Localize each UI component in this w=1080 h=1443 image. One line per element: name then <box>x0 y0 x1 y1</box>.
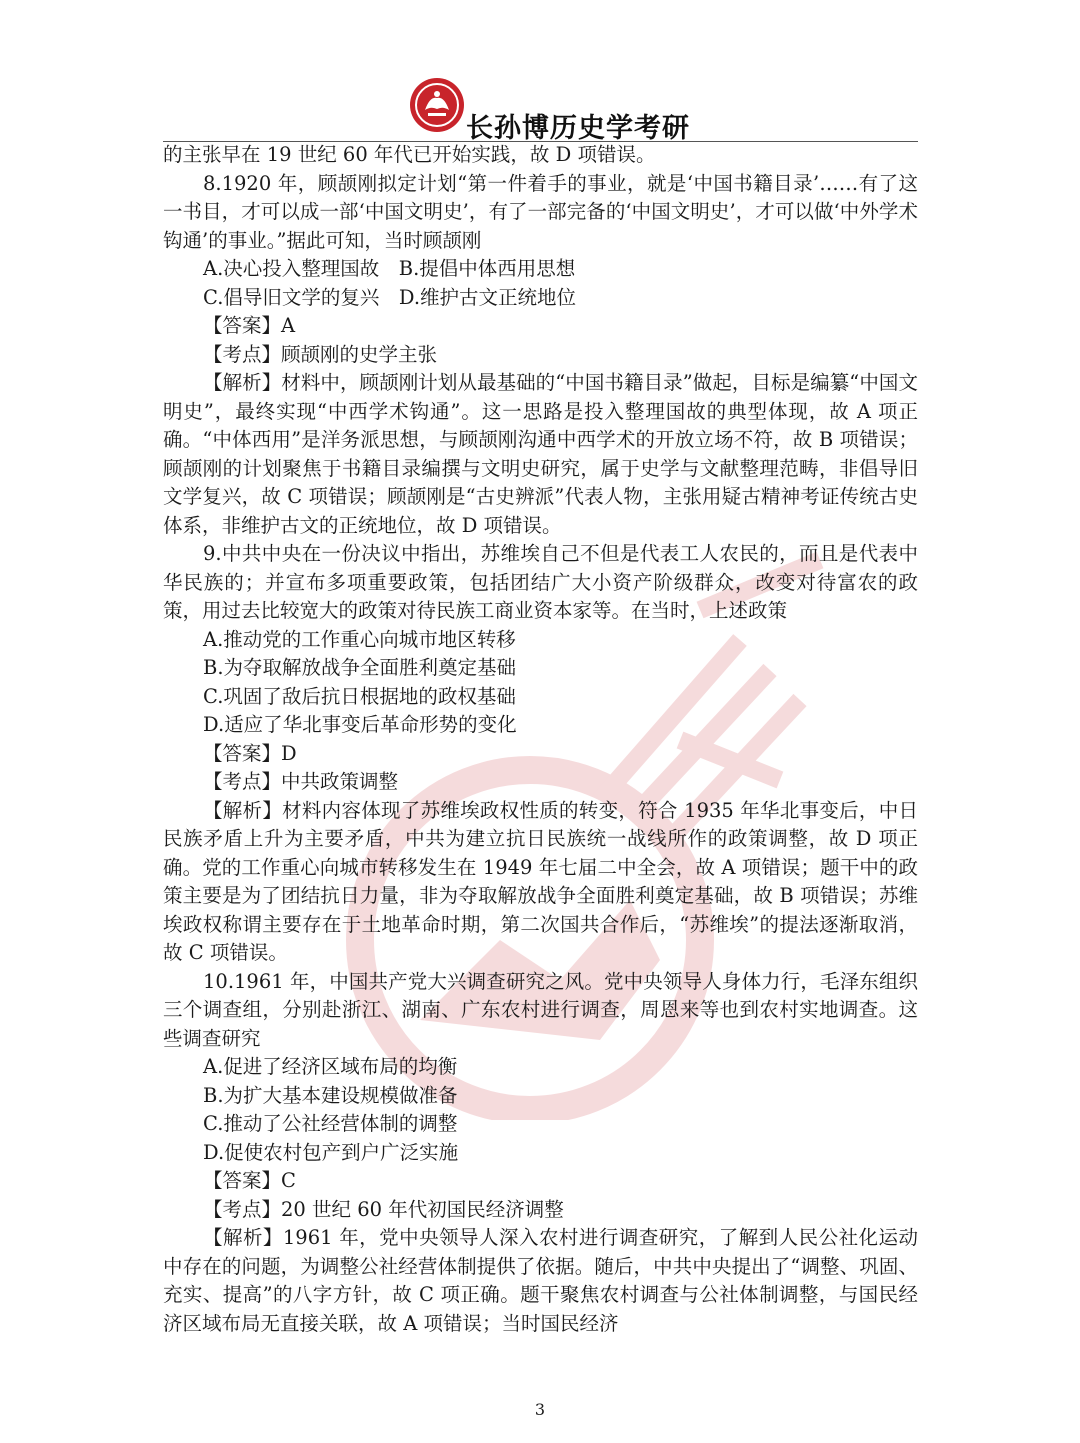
question-stem: 10.1961 年，中国共产党大兴调查研究之风。党中央领导人身体力行，毛泽东组织三个调查组，分别赴浙江、湖南、广东农村进行调查，周恩来等也到农村实地调查。这些调查研究 <box>163 969 918 1050</box>
analysis-paragraph: 【解析】材料中，顾颉刚计划从最基础的“中国书籍目录”做起，目标是编纂“中国文明史”，最终实现“中西学术钩通”。这一思路是投入整理国故的典型体现，故 A 项正确。“中体西用”是洋务派思想，与顾颉刚沟通中西学术的开放立场不符，故 B 项错误；顾颉刚的计划聚焦于书籍目录编撰与文明史研究，属于史学与文献整理范畴，非倡导旧文学复兴，故 C 项错误；顾颉刚是“古史辨派”代表人物，主张用疑古精神考证传统古史体系，非维护古文的正统地位，故 D 项错误。 <box>163 371 918 537</box>
option-b: B.为扩大基本建设规模做准备 <box>203 1083 458 1107</box>
option-line: A.决心投入整理国故 B.提倡中体西用思想 <box>203 257 576 280</box>
option-c: C.巩固了敌后抗日根据地的政权基础 <box>203 684 516 708</box>
document-body <box>163 141 918 1338</box>
option-b: B.为夺取解放战争全面胜利奠定基础 <box>203 656 517 679</box>
analysis-paragraph: 【解析】材料内容体现了苏维埃政权性质的转变，符合 1935 年华北事变后，中日民族矛盾上升为主要矛盾，中共为建立抗日民族统一战线所作的政策调整，故 D 项正确。党的工作重心向城市转移发生在 1949 年七届二中全会，故 A 项错误；题干中的政策主要是为了团结抗日力量，非为夺取解放战争全面胜利奠定基础，故 B 项错误；苏维埃政权称谓主要存在于土地革命时期，第二次国共合作后，“苏维埃”的提法逐渐取消，故 C 项错误。 <box>163 798 918 964</box>
brand-title: 长孙博历史学考研 <box>466 113 690 144</box>
page-header <box>0 62 1080 142</box>
answer-line: 【答案】A <box>203 314 296 337</box>
question-8 <box>163 170 918 541</box>
question-10 <box>163 968 918 1339</box>
option-a: A.推动党的工作重心向城市地区转移 <box>203 627 516 651</box>
question-9 <box>163 540 918 968</box>
answer-line: 【答案】D <box>203 741 297 765</box>
option-c: C.推动了公社经营体制的调整 <box>203 1112 458 1135</box>
analysis-paragraph: 【解析】1961 年，党中央领导人深入农村进行调查研究，了解到人民公社化运动中存在的问题，为调整公社经营体制提供了依据。随后，中共中央提出了“调整、巩固、充实、提高”的八字方针，故 C 项正确。题干聚焦农村调查与公社体制调整，与国民经济区域布局无直接关联，故 A 项错误；当时国民经济 <box>163 1226 918 1335</box>
continuation-text: 的主张早在 19 世纪 60 年代已开始实践，故 D 项错误。 <box>163 143 656 166</box>
page-number: 3 <box>534 1400 546 1419</box>
option-line: C.倡导旧文学的复兴 D.维护古文正统地位 <box>203 285 577 309</box>
option-d: D.促使农村包产到户广泛实施 <box>203 1140 459 1164</box>
question-stem: 8.1920 年，顾颉刚拟定计划“第一件着手的事业，就是‘中国书籍目录’……有了这一书目，才可以成一部‘中国文明史’，有了一部完备的‘中国文明史’，才可以做‘中外学术钩通’的事业。”据此可知，当时顾颉刚 <box>163 171 918 252</box>
exam-point-line: 【考点】顾颉刚的史学主张 <box>203 342 438 366</box>
question-stem: 9.中共中央在一份决议中指出，苏维埃自己不但是代表工人农民的，而且是代表中华民族的；并宣布多项重要政策，包括团结广大小资产阶级群众，改变对待富农的政策，用过去比较宽大的政策对待民族工商业资本家等。在当时，上述政策 <box>163 542 918 622</box>
option-a: A.促进了经济区域布局的均衡 <box>203 1055 458 1078</box>
exam-point-line: 【考点】中共政策调整 <box>203 770 399 793</box>
seal-logo-icon <box>408 76 466 134</box>
answer-line: 【答案】C <box>203 1169 296 1192</box>
exam-point-line: 【考点】20 世纪 60 年代初国民经济调整 <box>203 1197 564 1221</box>
option-d: D.适应了华北事变后革命形势的变化 <box>203 713 517 736</box>
